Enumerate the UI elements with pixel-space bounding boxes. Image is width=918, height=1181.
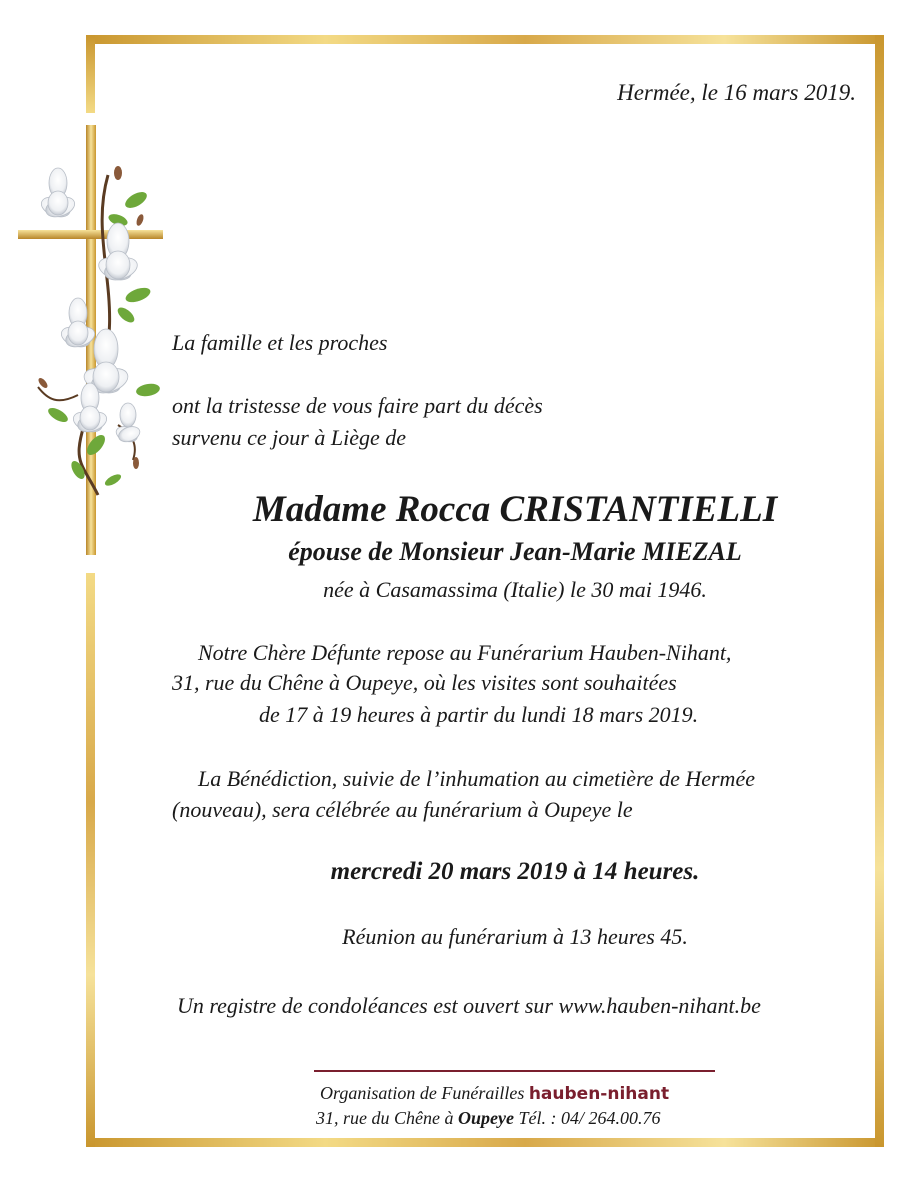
ceremony-line-1: La Bénédiction, suivie de l’inhumation au cimetière de Hermée <box>198 766 755 791</box>
deceased-birth: née à Casamassima (Italie) le 30 mai 1946. <box>323 577 707 602</box>
intro-line-3: survenu ce jour à Liège de <box>172 425 406 450</box>
deceased-name: Madame Rocca CRISTANTIELLI <box>252 489 778 530</box>
organizer-town: Oupeye <box>457 1108 514 1128</box>
frame-top-border <box>86 35 884 44</box>
cross-with-magnolia-flowers-icon <box>18 125 168 555</box>
registry-text: Un registre de condoléances est ouvert sur www.hauben-nihant.be <box>177 993 761 1018</box>
organizer-brand-logo: hauben-nihant <box>528 1084 670 1104</box>
organizer-prefix: Organisation de Funérailles <box>320 1083 525 1103</box>
intro-line-2: ont la tristesse de vous faire part du décès <box>172 393 543 418</box>
deceased-spouse: épouse de Monsieur Jean-Marie MIEZAL <box>288 537 742 566</box>
organizer-address: 31, rue du Chêne à <box>316 1108 454 1128</box>
ceremony-datetime: mercredi 20 mars 2019 à 14 heures. <box>330 858 700 885</box>
organizer-phone: Tél. : 04/ 264.00.76 <box>518 1108 661 1128</box>
ceremony-line-2: (nouveau), sera célébrée au funérarium à Oupeye le <box>172 797 633 822</box>
frame-left-border-bottom <box>86 573 95 1147</box>
organizer-line-1 <box>320 1083 669 1104</box>
visitation-line-2: 31, rue du Chêne à Oupeye, où les visites sont souhaitées <box>172 670 677 695</box>
visitation-line-3: de 17 à 19 heures à partir du lundi 18 mars 2019. <box>259 702 699 727</box>
frame-left-border-top <box>86 35 95 113</box>
intro-line-1: La famille et les proches <box>172 330 388 355</box>
place-date: Hermée, le 16 mars 2019. <box>617 80 856 105</box>
frame-bottom-border <box>86 1138 884 1147</box>
reunion-text: Réunion au funérarium à 13 heures 45. <box>342 924 688 949</box>
visitation-line-1: Notre Chère Défunte repose au Funérarium Hauben-Nihant, <box>198 640 732 665</box>
organizer-divider <box>314 1070 715 1072</box>
organizer-line-2 <box>316 1108 660 1129</box>
